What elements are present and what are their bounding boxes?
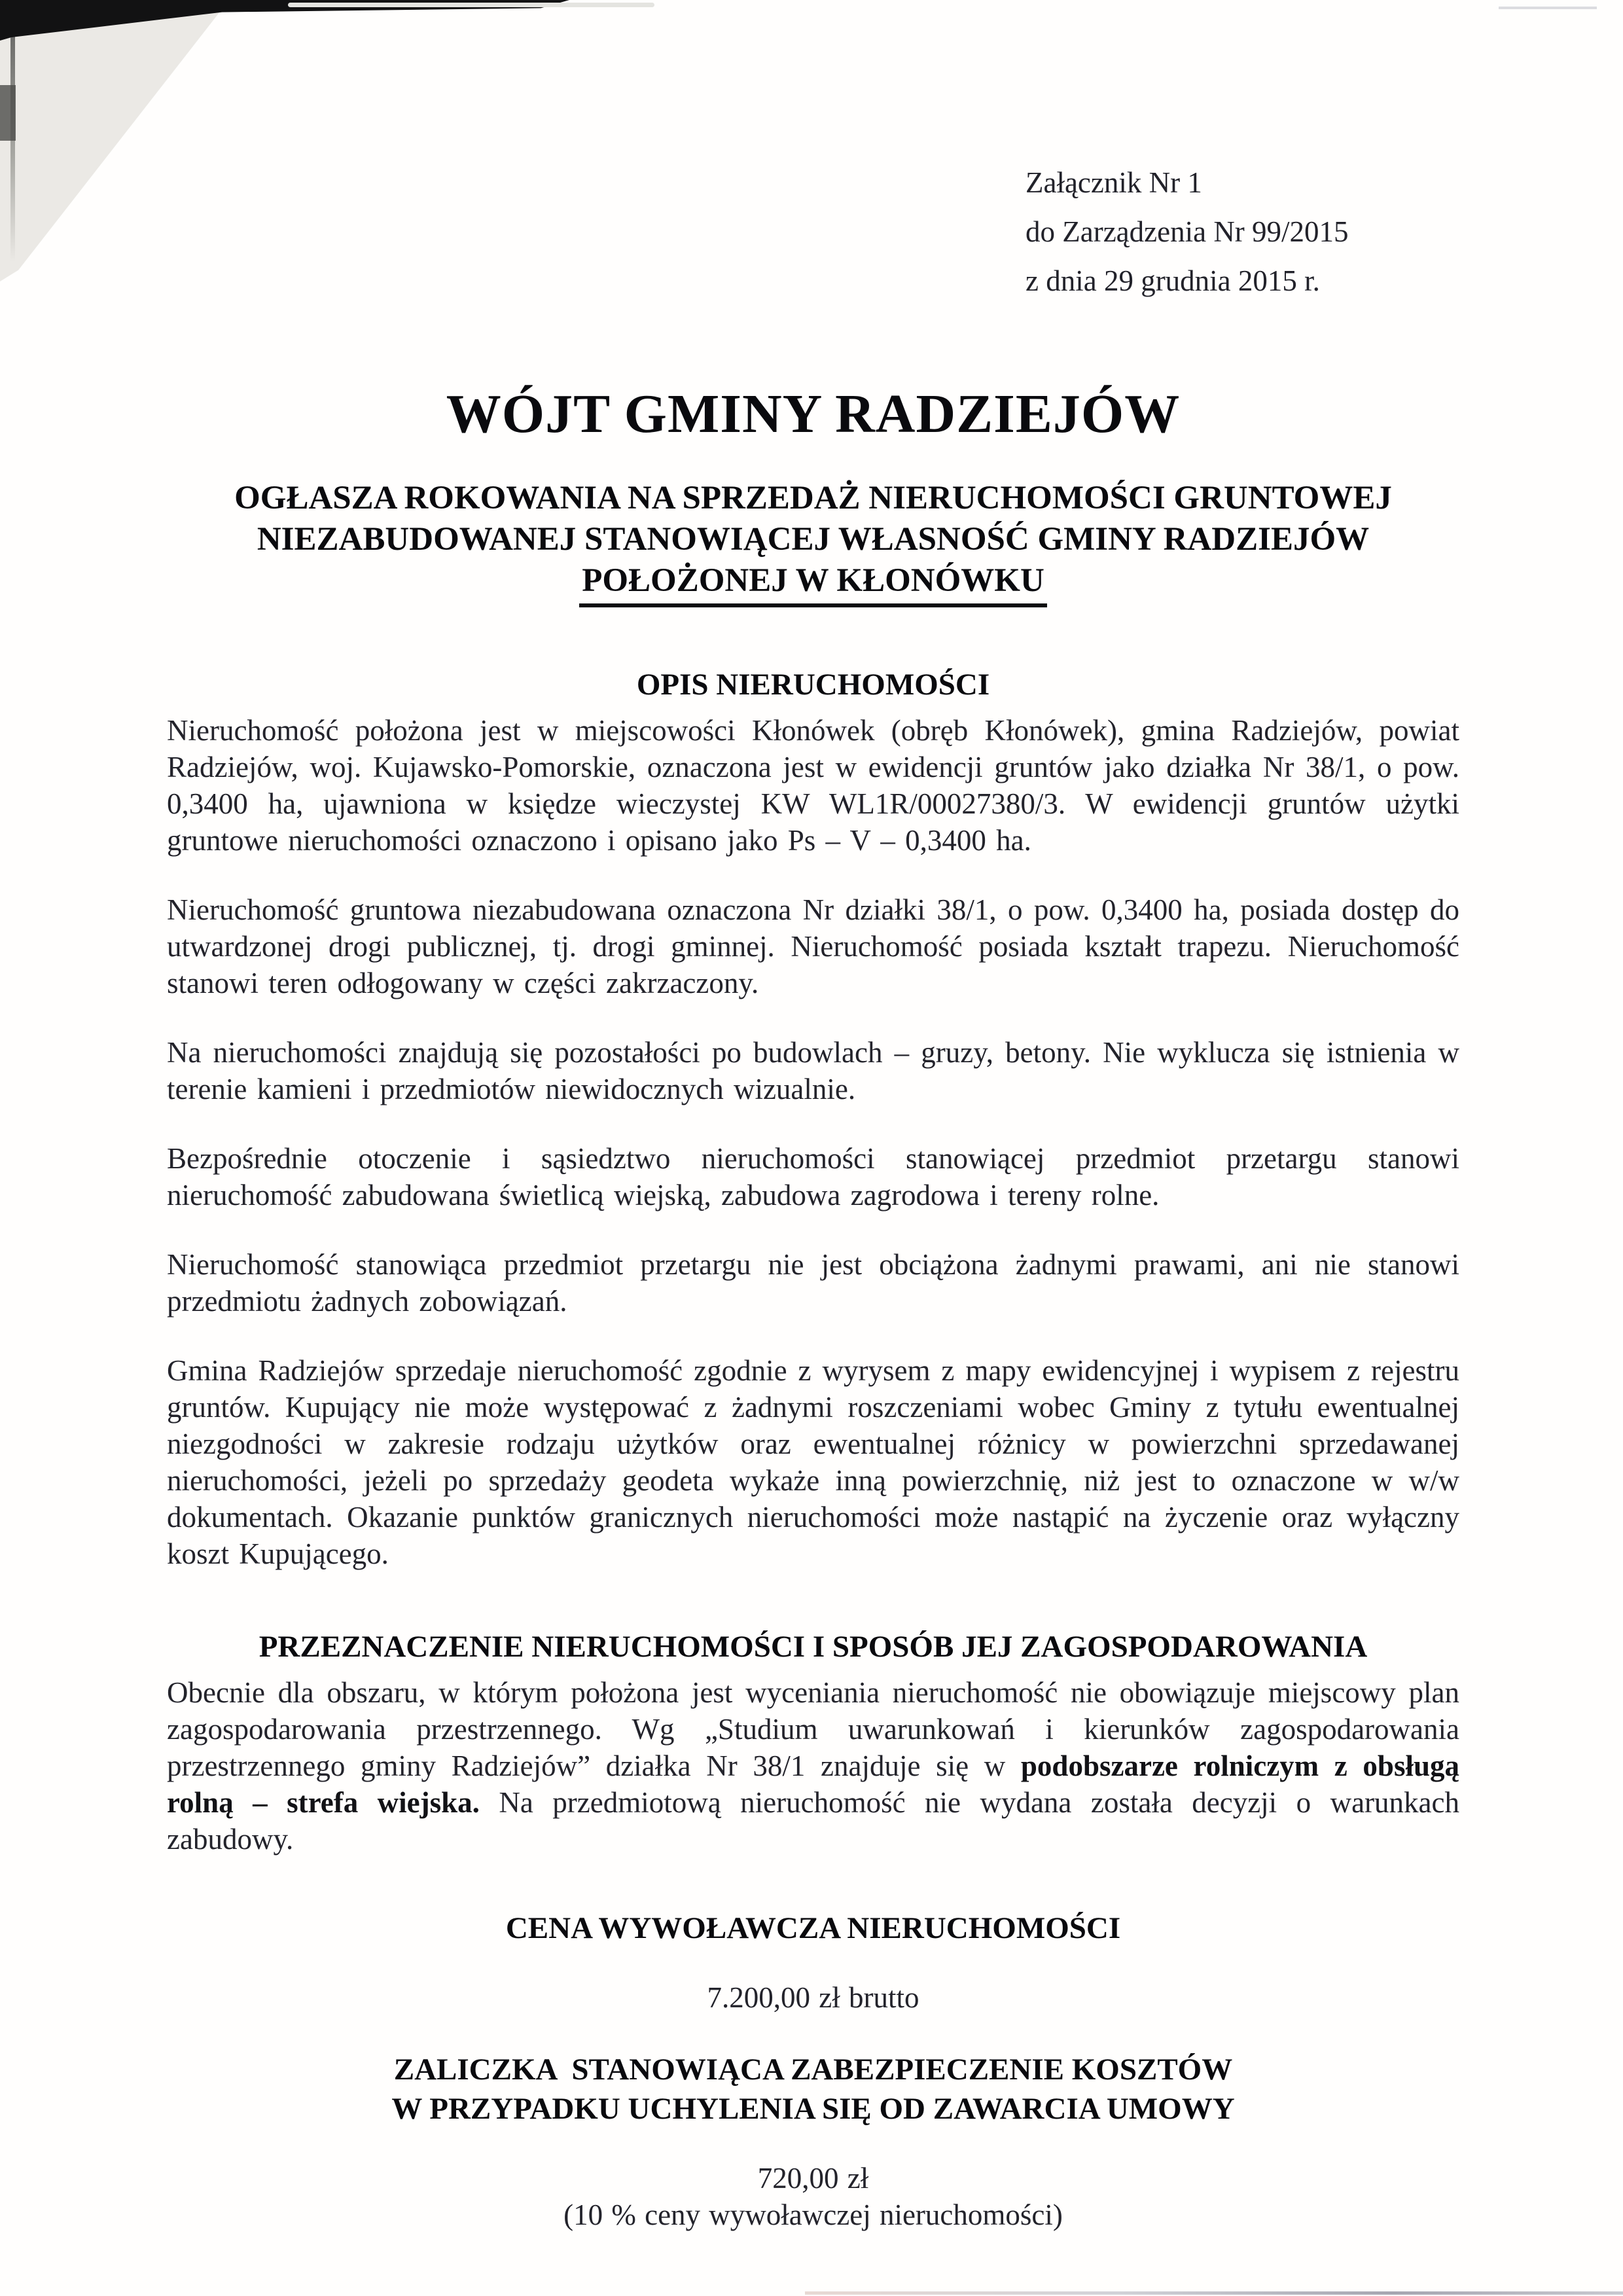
section-heading-line: OPIS NIERUCHOMOŚCI <box>636 667 990 702</box>
centered-line <box>167 2197 1459 2233</box>
section <box>167 665 1459 1572</box>
paragraph <box>167 1140 1459 1213</box>
text: Gmina Radziejów sprzedaje nieruchomość zgodnie z wyrysem z mapy ewidencyjnej i wypisem z rejestru gruntów. Kupujący nie może występować z żadnymi roszczeniami wobec Gminy z tytułu ewentualnej niezgodności w zakresie rodzaju użytków oraz ewentualnej różnicy w powierzchni sprzedawanej nieruchomości, jeżeli po sprzedaży geodeta wykaże inną powierzchnię, niż jest to oznaczone w w/w dokumentach. Okazanie punktów granicznych nieruchomości może nastąpić na życzenie oraz wyłączny koszt Kupującego. <box>167 1354 1459 1570</box>
paragraph <box>167 1246 1459 1319</box>
attachment-line: z dnia 29 grudnia 2015 r. <box>1026 264 1320 297</box>
subtitle-underlined-text: POŁOŻONEJ W KŁONÓWKU <box>579 560 1047 607</box>
paragraph <box>167 1674 1459 1857</box>
paragraph <box>167 712 1459 859</box>
subtitle-line-underlined <box>167 560 1459 607</box>
bold-text: podobszarze rolniczym z obsługą rolną – strefa wiejska. <box>167 1749 1459 1819</box>
section-heading <box>167 2050 1459 2128</box>
section-heading-line: W PRZYPADKU UCHYLENIA SIĘ OD ZAWARCIA UMOWY <box>391 2091 1235 2126</box>
attachment-line: Załącznik Nr 1 <box>1026 166 1202 199</box>
text: Nieruchomość położona jest w miejscowości Kłonówek (obręb Kłonówek), gmina Radziejów, powiat Radziejów, woj. Kujawsko-Pomorskie, oznaczona jest w ewidencji gruntów jako działka Nr 38/1, o pow. 0,3400 ha, ujawniona w księdze wieczystej KW WL1R/00027380/3. W ewidencji gruntów użytki gruntowe nieruchomości oznaczono i opisano jako Ps – V – 0,3400 ha. <box>167 713 1459 857</box>
paragraph <box>167 1034 1459 1107</box>
text: 7.200,00 zł brutto <box>707 1981 919 2014</box>
attachment-line: do Zarządzenia Nr 99/2015 <box>1026 215 1349 248</box>
section-heading <box>167 1627 1459 1666</box>
section <box>167 2050 1459 2233</box>
text: Obecnie dla obszaru, w którym położona jest wyceniania nieruchomość nie obowiązuje miejscowy plan zagospodarowania przestrzennego. Wg „Studium uwarunkowań i kierunków zagospodarowania przestrzennego gminy Radziejów” działka Nr 38/1 znajduje się w <box>167 1676 1459 1782</box>
paragraph <box>167 1352 1459 1572</box>
text: Bezpośrednie otoczenie i sąsiedztwo nieruchomości stanowiącej przedmiot przetargu stanowi nieruchomość zabudowana świetlicą wiejską, zabudowa zagrodowa i tereny rolne. <box>167 1141 1459 1211</box>
section <box>167 1627 1459 1857</box>
centered-line <box>167 2160 1459 2197</box>
subtitle-line: OGŁASZA ROKOWANIA NA SPRZEDAŻ NIERUCHOMOŚCI GRUNTOWEJ <box>234 479 1392 516</box>
document-body <box>167 665 1459 2233</box>
text: Nieruchomość gruntowa niezabudowana oznaczona Nr działki 38/1, o pow. 0,3400 ha, posiada dostęp do utwardzonej drogi publicznej, tj. drogi gminnej. Nieruchomość posiada kształt trapezu. Nieruchomość stanowi teren odłogowany w części zakrzaczony. <box>167 893 1459 999</box>
document-title: WÓJT GMINY RADZIEJÓW <box>446 384 1181 444</box>
text: Na przedmiotową nieruchomość nie wydana została decyzji o warunkach zabudowy. <box>167 1785 1459 1856</box>
section-heading <box>167 1909 1459 1948</box>
section <box>167 1909 1459 2016</box>
section-heading <box>167 665 1459 704</box>
text: Na nieruchomości znajdują się pozostałości po budowlach – gruzy, betony. Nie wyklucza się istnienia w terenie kamieni i przedmiotów niewidocznych wizualnie. <box>167 1035 1459 1105</box>
section-heading-line: CENA WYWOŁAWCZA NIERUCHOMOŚCI <box>505 1910 1121 1945</box>
text: (10 % ceny wywoławczej nieruchomości) <box>563 2198 1063 2231</box>
section-heading-line: ZALICZKA STANOWIĄCA ZABEZPIECZENIE KOSZTÓW <box>393 2052 1233 2087</box>
document-subtitle <box>167 478 1459 607</box>
subtitle-line: NIEZABUDOWANEJ STANOWIĄCEJ WŁASNOŚĆ GMINY RADZIEJÓW <box>257 520 1370 558</box>
text: 720,00 zł <box>757 2161 869 2195</box>
paragraph <box>167 891 1459 1001</box>
attachment-reference <box>1026 158 1459 306</box>
text: Nieruchomość stanowiąca przedmiot przetargu nie jest obciążona żadnymi prawami, ani nie stanowi przedmiotu żadnych zobowiązań. <box>167 1247 1459 1318</box>
centered-line <box>167 1979 1459 2016</box>
section-heading-line: PRZEZNACZENIE NIERUCHOMOŚCI I SPOSÓB JEJ ZAGOSPODAROWANIA <box>259 1629 1368 1664</box>
scan-bottom-edge-line <box>805 2291 1623 2295</box>
